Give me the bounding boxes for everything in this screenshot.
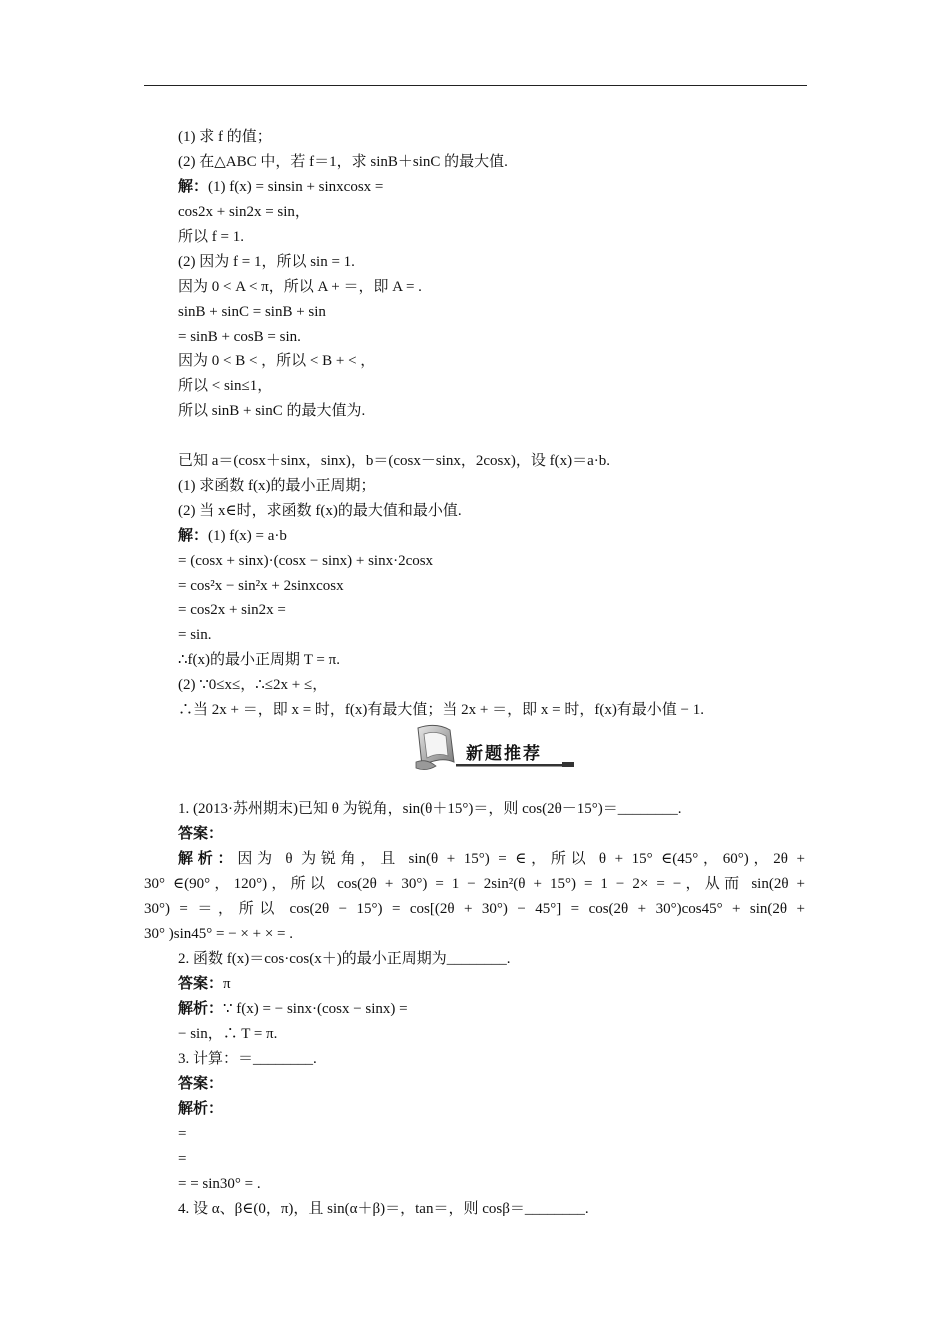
text-line: 解析： bbox=[178, 1101, 224, 1117]
text-line: 所以 f = 1. bbox=[178, 229, 244, 245]
text-line: 因为 0 < B < ，所以 < B + < ， bbox=[178, 353, 376, 369]
text-line: = bbox=[178, 1126, 187, 1142]
text-line: 解析：因为 θ 为锐角，且 sin(θ + 15°) = ∈，所以 θ + 15° ∈(45°，60°)，2θ + bbox=[178, 851, 805, 867]
text-line: 4. 设 α、β∈(0，π)，且 sin(α＋β)＝，tan＝，则 cosβ＝________. bbox=[178, 1201, 589, 1217]
text-line: (2) ∵0≤x≤，∴≤2x + ≤， bbox=[178, 677, 328, 693]
text-line: cos2x + sin2x = sin， bbox=[178, 204, 310, 220]
section-title: 新题推荐 bbox=[466, 744, 542, 764]
text-line: 答案： bbox=[178, 826, 224, 842]
section-banner bbox=[410, 722, 580, 774]
text-line: 1. (2013·苏州期末)已知 θ 为锐角，sin(θ＋15°)＝，则 cos(2θ－15°)＝________. bbox=[178, 801, 682, 817]
text-line: 解：(1) f(x) = a·b bbox=[178, 528, 287, 544]
text-line: = cos2x + sin2x = bbox=[178, 602, 286, 618]
text-line: ∴f(x)的最小正周期 T = π. bbox=[178, 652, 340, 668]
header-rule bbox=[144, 85, 807, 86]
text-line: (2) 当 x∈时，求函数 f(x)的最大值和最小值. bbox=[178, 503, 462, 519]
text-line: = sin. bbox=[178, 627, 212, 643]
text-line: 答案： bbox=[178, 1076, 224, 1092]
text-line: sinB + sinC = sinB + sin bbox=[178, 304, 326, 320]
text-line: = sinB + cosB = sin. bbox=[178, 329, 301, 345]
text-line: 3. 计算：＝________. bbox=[178, 1051, 317, 1067]
text-line: 解析：∵ f(x) = − sinx·(cosx − sinx) = bbox=[178, 1001, 408, 1017]
text-line: 答案：π bbox=[178, 976, 231, 992]
text-line: = cos²x − sin²x + 2sinxcosx bbox=[178, 578, 344, 594]
text-line: 所以 sinB + sinC 的最大值为. bbox=[178, 403, 366, 419]
text-line: 30° ∈(90°，120°)，所以 cos(2θ + 30°) = 1 − 2sin²(θ + 15°) = 1 − 2× = −，从而 sin(2θ + bbox=[144, 876, 805, 892]
text-line: = = sin30° = . bbox=[178, 1176, 261, 1192]
text-line: − sin，∴ T = π. bbox=[178, 1026, 278, 1042]
text-line: (1) 求函数 f(x)的最小正周期； bbox=[178, 478, 376, 494]
text-line: 所以 < sin≤1， bbox=[178, 378, 273, 394]
text-line: 因为 0 < A < π，所以 A + ＝，即 A = . bbox=[178, 279, 422, 295]
text-line: 已知 a＝(cosx＋sinx，sinx)，b＝(cosx－sinx，2cosx)，设 f(x)＝a·b. bbox=[178, 453, 611, 469]
text-line: 解：(1) f(x) = sinsin + sinxcosx = bbox=[178, 179, 384, 195]
text-line: = bbox=[178, 1151, 187, 1167]
text-line: = (cosx + sinx)·(cosx − sinx) + sinx·2cosx bbox=[178, 553, 434, 569]
text-line: (2) 在△ABC 中，若 f＝1，求 sinB＋sinC 的最大值. bbox=[178, 154, 508, 170]
text-line: (2) 因为 f = 1，所以 sin = 1. bbox=[178, 254, 355, 270]
text-line: 30°) = ＝，所以 cos(2θ − 15°) = cos[(2θ + 30°) − 45°] = cos(2θ + 30°)cos45° + sin(2θ + bbox=[144, 901, 805, 917]
text-line: 2. 函数 f(x)＝cos·cos(x＋)的最小正周期为________. bbox=[178, 951, 511, 967]
text-line: (1) 求 f 的值； bbox=[178, 129, 272, 145]
text-line: ∴当 2x + ＝，即 x = 时，f(x)有最大值；当 2x + ＝，即 x = 时，f(x)有最小值 − 1. bbox=[178, 702, 705, 718]
text-line: 30° )sin45° = − × + × = . bbox=[144, 926, 294, 942]
